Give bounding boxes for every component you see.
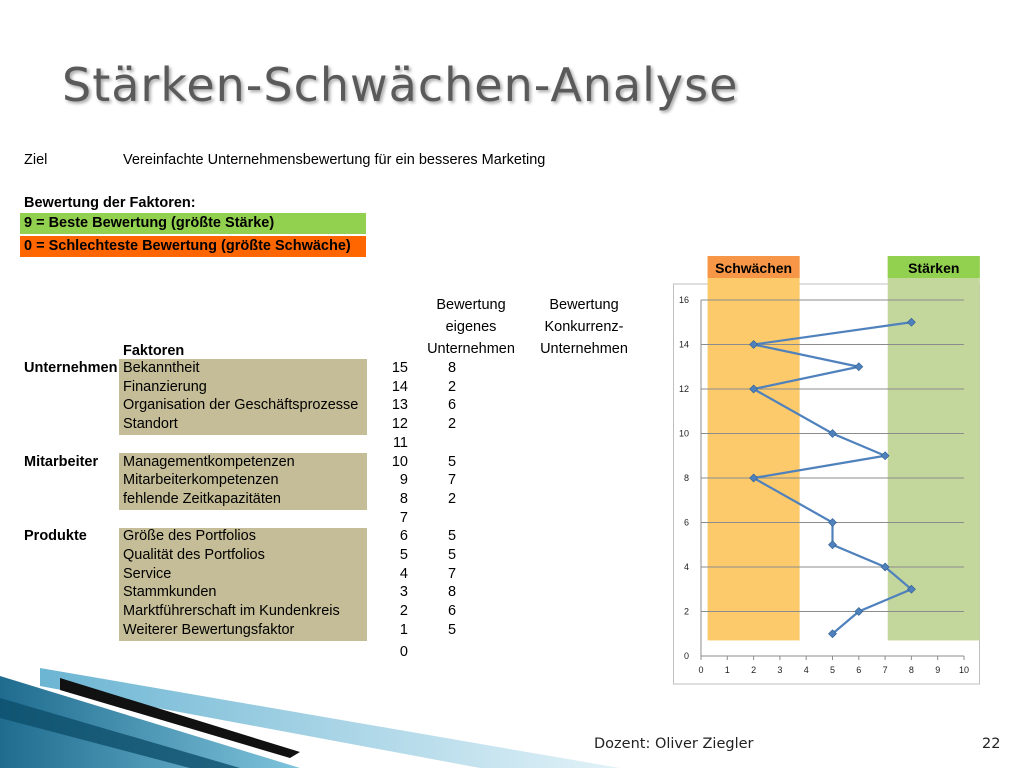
weakness-band: [708, 256, 800, 640]
faktoren-header: Faktoren: [123, 343, 185, 359]
chart-canvas: [673, 256, 983, 686]
row-y-position: 13: [391, 397, 408, 414]
x-tick-label: 10: [958, 665, 970, 675]
y-tick-label: 12: [678, 384, 689, 394]
y-tick-label: 8: [683, 473, 689, 483]
row-y-position: 2: [399, 603, 408, 620]
worst-rating-legend: [20, 236, 366, 257]
row-own-rating: 2: [447, 416, 457, 433]
x-tick-label: 9: [935, 665, 941, 675]
x-tick-label: 7: [882, 665, 888, 675]
row-y-position: 10: [391, 453, 408, 470]
y-tick-label: 0: [683, 651, 689, 661]
strength-band-label: Stärken: [908, 260, 960, 276]
table-row: [0, 378, 640, 396]
row-factor-name: Qualität des Portfolios: [123, 547, 265, 563]
x-tick-label: 3: [777, 665, 783, 675]
competitor-rating-header: [528, 294, 640, 360]
own-rating-header: [412, 294, 530, 360]
bewertung-label: Bewertung der Faktoren:: [24, 195, 196, 211]
y-tick-label: 4: [683, 562, 689, 572]
slide-number: 22: [982, 736, 1001, 752]
row-y-position: 1: [399, 621, 408, 638]
strength-weakness-chart: [673, 256, 983, 686]
table-row: [0, 434, 640, 452]
table-row: [0, 509, 640, 527]
x-tick-label: 4: [803, 665, 809, 675]
row-y-position: 9: [399, 472, 408, 489]
row-y-position: 4: [399, 565, 408, 582]
table-row: [0, 602, 640, 620]
row-y-position: 8: [399, 490, 408, 507]
best-rating-legend: [20, 213, 366, 234]
row-own-rating: 2: [447, 490, 457, 507]
table-row: [0, 621, 640, 639]
x-tick-label: 1: [724, 665, 730, 675]
row-factor-name: Mitarbeiterkompetenzen: [123, 472, 279, 489]
table-row: [0, 471, 640, 489]
row-factor-name: fehlende Zeitkapazitäten: [123, 490, 281, 507]
x-tick-label: 5: [829, 665, 836, 675]
y-tick-label: 2: [683, 606, 689, 617]
table-row: [0, 565, 640, 583]
row-own-rating: 8: [447, 360, 457, 376]
strength-band: [888, 256, 980, 640]
ziel-text: Vereinfachte Unternehmensbewertung für ein besseres Marketing: [123, 152, 546, 168]
row-factor-name: Organisation der Geschäftsprozesse: [123, 397, 359, 414]
row-y-position: 5: [399, 547, 408, 563]
row-y-position: 15: [391, 360, 408, 376]
row-own-rating: 5: [447, 453, 457, 470]
own-header-line: eigenes: [445, 319, 497, 335]
x-tick-label: 6: [856, 665, 862, 675]
row-group: Unternehmen: [24, 360, 118, 376]
weakness-band-label: Schwächen: [715, 260, 793, 276]
row-y-position: 11: [392, 434, 408, 451]
row-factor-name: Bekanntheit: [123, 360, 200, 376]
own-header-line: Unternehmen: [427, 341, 515, 357]
table-row: [0, 583, 640, 601]
row-y-position: 6: [399, 528, 408, 545]
row-y-position: 3: [399, 584, 408, 601]
row-group: Produkte: [24, 528, 87, 545]
y-tick-label: 6: [683, 517, 689, 528]
y-tick-label: 10: [678, 428, 689, 439]
row-own-rating: 6: [447, 603, 457, 620]
row-own-rating: 8: [447, 584, 457, 601]
row-factor-name: Finanzierung: [123, 378, 207, 395]
row-own-rating: 5: [447, 547, 457, 563]
table-row: [0, 415, 640, 433]
row-factor-name: Service: [123, 565, 172, 582]
table-row: [0, 490, 640, 508]
y-tick-label: 16: [678, 295, 689, 305]
footer-lecturer: Dozent: Oliver Ziegler: [594, 736, 754, 752]
slide-title: Stärken-Schwächen-Analyse: [62, 58, 739, 112]
row-own-rating: 5: [447, 621, 457, 638]
decorative-stripes: [0, 648, 620, 768]
table-row: [0, 453, 640, 471]
row-factor-name: Marktführerschaft im Kundenkreis: [123, 603, 340, 620]
x-tick-label: 2: [751, 665, 757, 675]
row-y-position: 12: [391, 416, 408, 433]
x-tick-label: 8: [908, 665, 914, 675]
row-y-position: 14: [391, 378, 408, 395]
y-tick-label: 14: [678, 339, 689, 350]
row-group: Mitarbeiter: [24, 453, 99, 470]
x-tick-label: 0: [698, 665, 704, 675]
row-y-position: 0: [399, 643, 408, 660]
row-own-rating: 7: [447, 565, 457, 582]
table-row: [0, 546, 640, 564]
table-row: [0, 396, 640, 414]
own-header-line: Bewertung: [436, 297, 506, 313]
row-factor-name: Standort: [123, 416, 178, 433]
row-factor-name: Managementkompetenzen: [123, 453, 295, 470]
worst-rating-label: 0 = Schlechteste Bewertung (größte Schwäche): [24, 238, 351, 254]
row-own-rating: 7: [447, 472, 457, 489]
competitor-header-line: Bewertung: [549, 297, 619, 313]
table-row: [0, 527, 640, 545]
table-row: [0, 359, 640, 377]
row-factor-name: Größe des Portfolios: [123, 528, 256, 545]
row-factor-name: Stammkunden: [123, 584, 217, 601]
row-y-position: 7: [399, 509, 408, 526]
row-own-rating: 6: [447, 397, 457, 414]
row-own-rating: 2: [447, 378, 457, 395]
best-rating-label: 9 = Beste Bewertung (größte Stärke): [24, 215, 275, 231]
row-own-rating: 5: [447, 528, 457, 545]
row-factor-name: Weiterer Bewertungsfaktor: [123, 621, 295, 638]
competitor-header-line: Konkurrenz-: [544, 319, 624, 335]
ziel-label: Ziel: [24, 152, 48, 168]
competitor-header-line: Unternehmen: [540, 341, 628, 357]
